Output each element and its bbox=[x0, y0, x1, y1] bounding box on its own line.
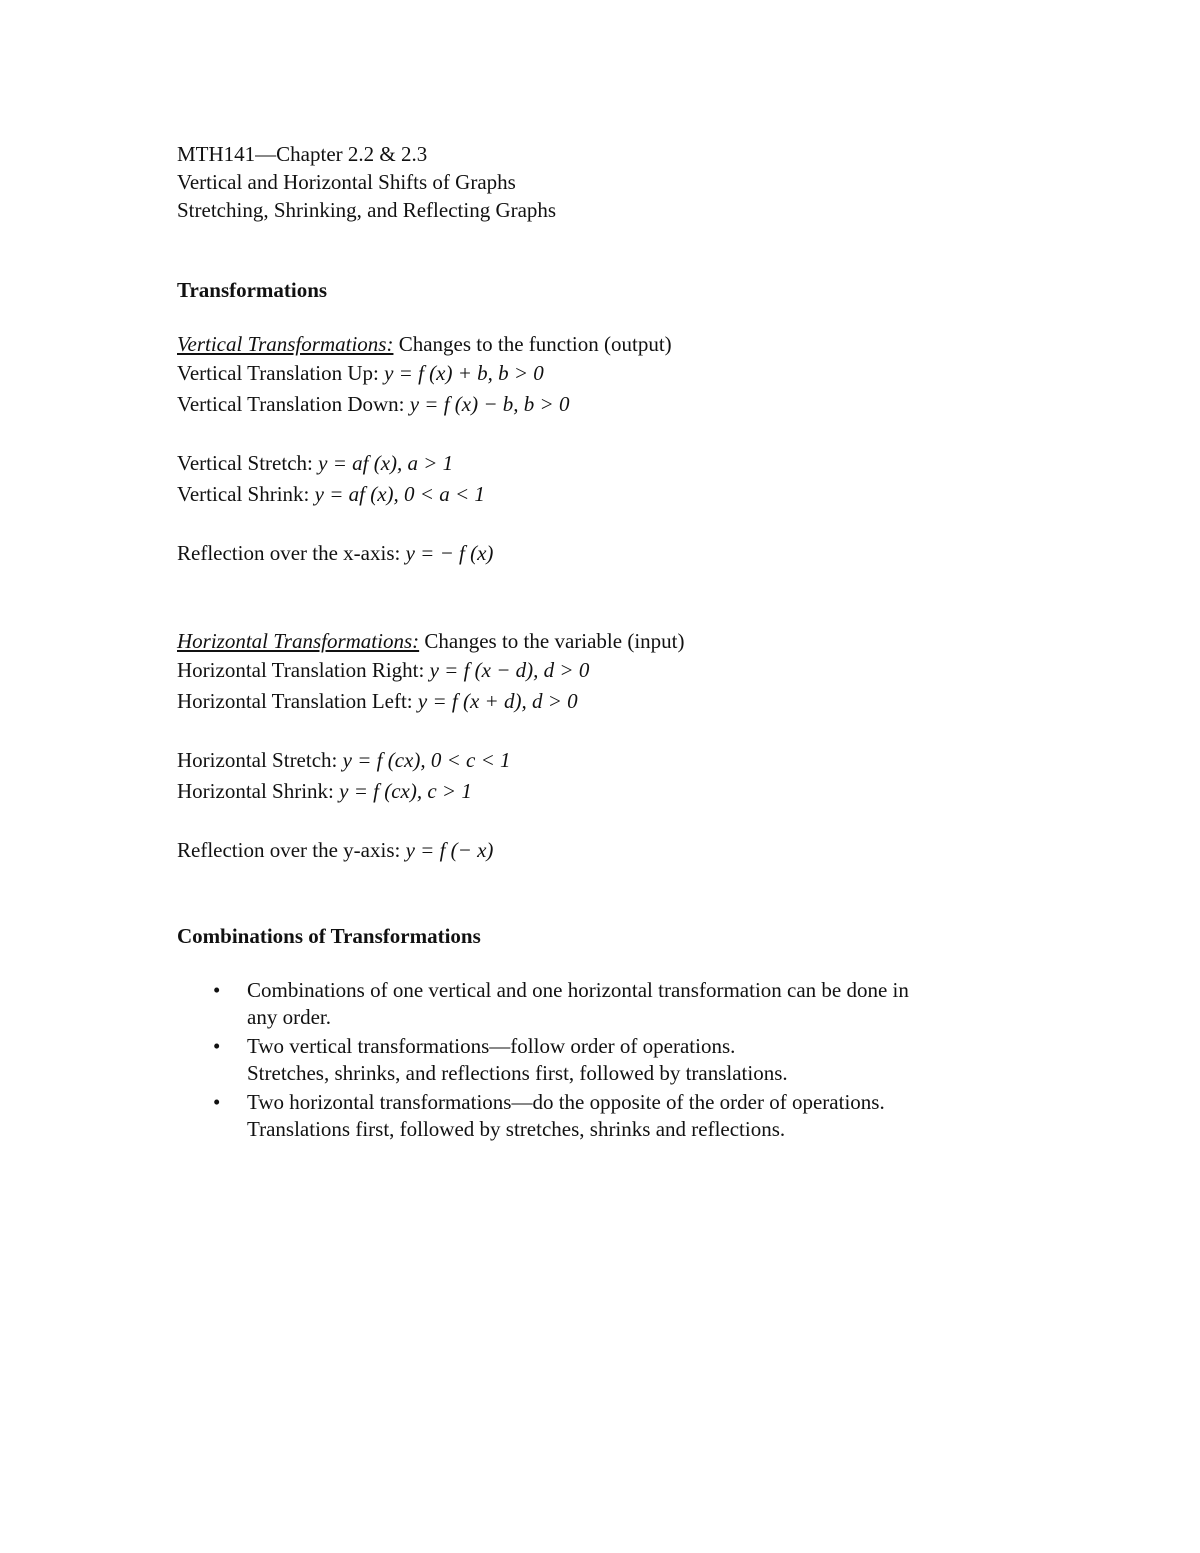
formula: y = af (x), 0 < a < 1 bbox=[314, 482, 485, 506]
document-page bbox=[177, 140, 1037, 1145]
formula: y = f (x) − b, b > 0 bbox=[409, 392, 570, 416]
formula: y = f (− x) bbox=[405, 838, 494, 862]
vertical-transformations-intro bbox=[177, 330, 1037, 358]
horizontal-translation-right: Horizontal Translation Right: y = f (x − d), d > 0 bbox=[177, 658, 590, 682]
combinations-list bbox=[177, 977, 1037, 1143]
formula: y = f (cx), 0 < c < 1 bbox=[342, 748, 511, 772]
horizontal-shrink: Horizontal Shrink: y = f (cx), c > 1 bbox=[177, 779, 472, 803]
formula: y = f (x) + b, b > 0 bbox=[384, 361, 544, 385]
horizontal-translation-left: Horizontal Translation Left: y = f (x + d), d > 0 bbox=[177, 689, 578, 713]
formula: y = f (x − d), d > 0 bbox=[429, 658, 590, 682]
horizontal-stretch: Horizontal Stretch: y = f (cx), 0 < c < 1 bbox=[177, 748, 511, 772]
bullet-icon: • bbox=[213, 978, 221, 1002]
vertical-translation-down: Vertical Translation Down: y = f (x) − b, b > 0 bbox=[177, 392, 570, 416]
section-heading-combinations: Combinations of Transformations bbox=[177, 924, 481, 948]
vertical-translation-up: Vertical Translation Up: y = f (x) + b, b > 0 bbox=[177, 361, 544, 385]
vertical-transformations-description: Changes to the function (output) bbox=[398, 332, 672, 356]
reflection-x-axis: Reflection over the x-axis: y = − f (x) bbox=[177, 541, 494, 565]
document-subtitle-2: Stretching, Shrinking, and Reflecting Graphs bbox=[177, 198, 557, 222]
section-heading-transformations: Transformations bbox=[177, 278, 328, 302]
document-subtitle-1: Vertical and Horizontal Shifts of Graphs bbox=[177, 170, 516, 194]
vertical-stretch: Vertical Stretch: y = af (x), a > 1 bbox=[177, 451, 454, 475]
bullet-icon: • bbox=[213, 1090, 221, 1114]
horizontal-transformations-intro bbox=[177, 627, 1037, 655]
horizontal-transformations-label: Horizontal Transformations: bbox=[177, 629, 420, 653]
vertical-transformations-label: Vertical Transformations: bbox=[177, 332, 394, 356]
course-title: MTH141—Chapter 2.2 & 2.3 bbox=[177, 142, 428, 166]
list-item: • Two horizontal transformations—do the opposite of the order of operations. Translations first, followed by stretches, shrinks and reflections. bbox=[213, 1090, 885, 1141]
horizontal-transformations-description: Changes to the variable (input) bbox=[424, 629, 685, 653]
formula: y = f (x + d), d > 0 bbox=[417, 689, 578, 713]
list-item: • Two vertical transformations—follow order of operations. Stretches, shrinks, and reflections first, followed by translations. bbox=[213, 1034, 788, 1085]
list-item: • Combinations of one vertical and one horizontal transformation can be done in any order. bbox=[213, 978, 909, 1029]
formula: y = af (x), a > 1 bbox=[318, 451, 454, 475]
bullet-icon: • bbox=[213, 1034, 221, 1058]
formula: y = − f (x) bbox=[405, 541, 494, 565]
formula: y = f (cx), c > 1 bbox=[339, 779, 472, 803]
reflection-y-axis: Reflection over the y-axis: y = f (− x) bbox=[177, 838, 494, 862]
vertical-shrink: Vertical Shrink: y = af (x), 0 < a < 1 bbox=[177, 482, 485, 506]
